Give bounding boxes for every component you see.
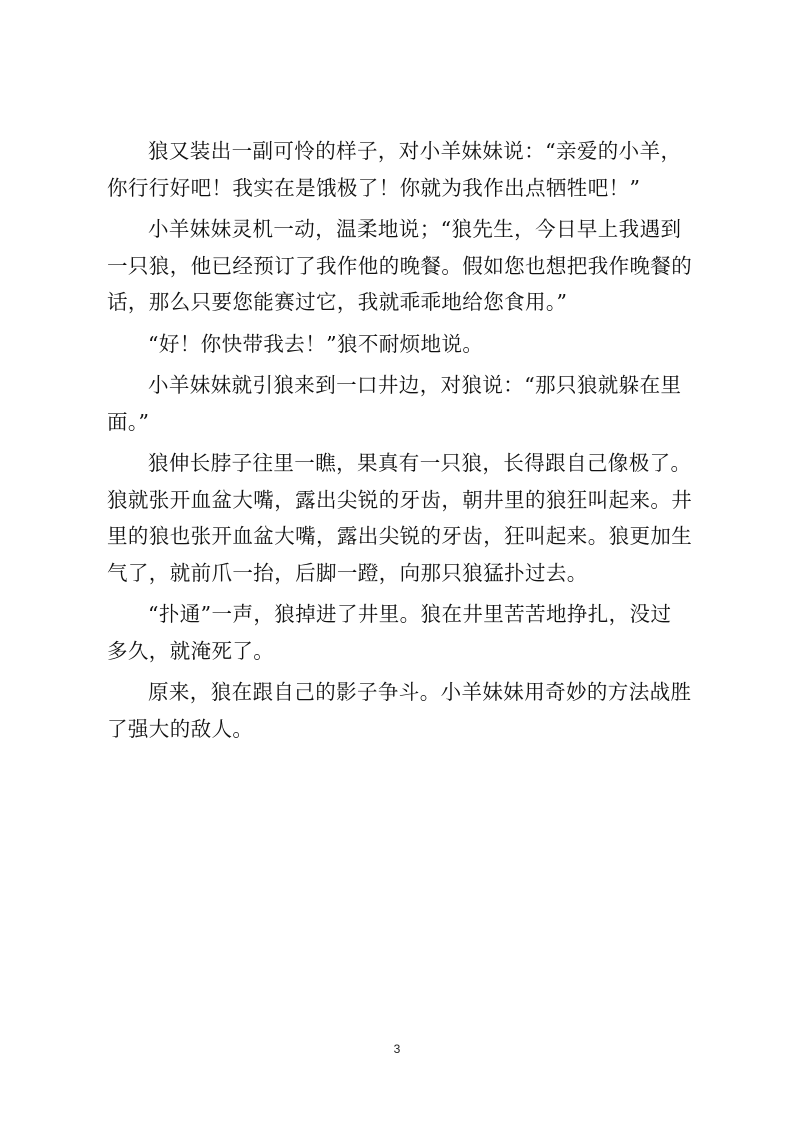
paragraph-wolf-pleads: 狼又装出一副可怜的样子，对小羊妹妹说：“亲爱的小羊， 你行行好吧！我实在是饿极了！你就为我作出点牺牲吧！”: [107, 139, 682, 200]
paragraph-conclusion: 原来，狼在跟自己的影子争斗。小羊妹妹用奇妙的方法战胜 了强大的敌人。: [107, 680, 692, 741]
paragraph-wolf-falls: “扑通”一声，狼掉进了井里。狼在井里苦苦地挣扎，没过 多久，就淹死了。: [107, 602, 672, 663]
paragraph-to-the-well: 小羊妹妹就引狼来到一口井边，对狼说：“那只狼就躲在里 面。”: [107, 373, 682, 434]
paragraph-wolf-impatient: “好！你快带我去！”狼不耐烦地说。: [148, 331, 484, 356]
story-body: [107, 133, 707, 752]
paragraph-wolf-looks-in: 狼伸长脖子往里一瞧，果真有一只狼，长得跟自己像极了。 狼就张开血盆大嘴，露出尖锐的牙齿，朝井里的狼狂叫起来。井 里的狼也张开血盆大嘴，露出尖锐的牙齿，狂叫起来。狼更加生 气了，就前爪一抬，后脚一蹬，向那只狼猛扑过去。: [107, 451, 693, 585]
page-number: 3: [393, 1042, 401, 1056]
paragraph-lamb-replies: 小羊妹妹灵机一动，温柔地说；“狼先生，今日早上我遇到 一只狼，他已经预订了我作他的晚餐。假如您也想把我作晚餐的 话，那么只要您能赛过它，我就乖乖地给您食用。”: [107, 217, 693, 314]
